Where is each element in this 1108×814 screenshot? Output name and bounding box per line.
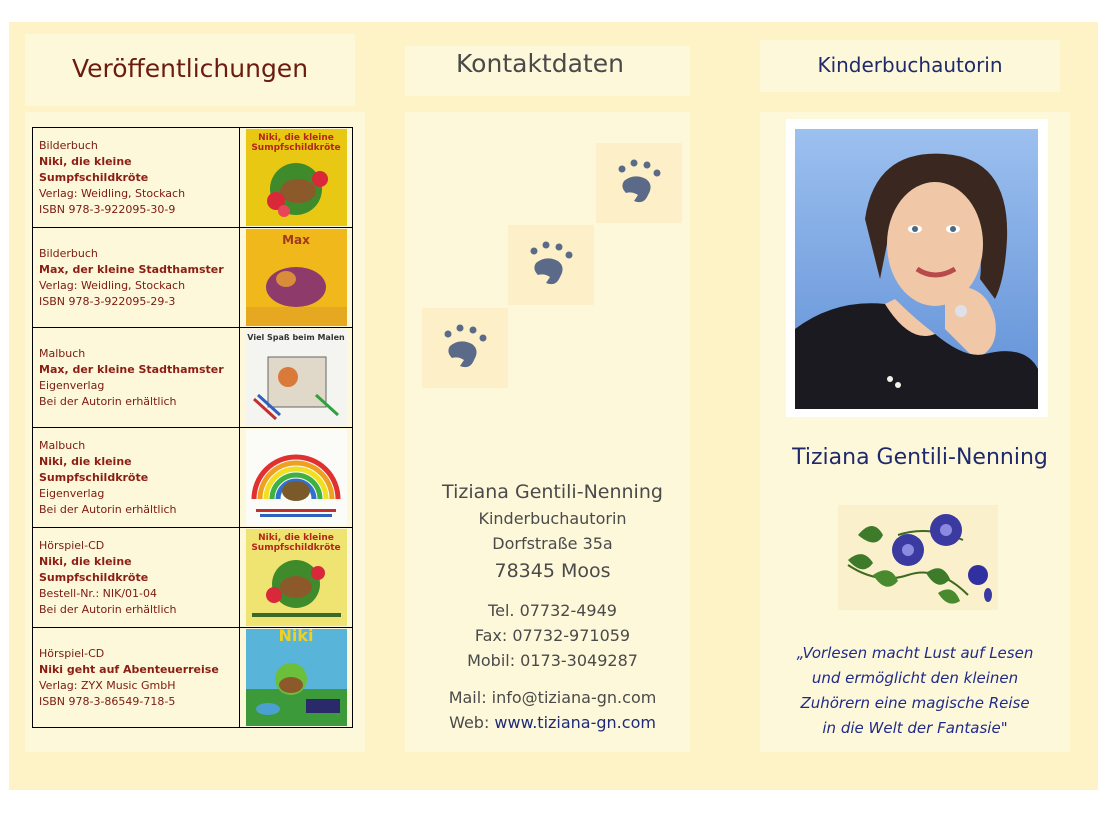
paw-print-icon (440, 324, 490, 374)
quote-line: und ermöglicht den kleinen (811, 669, 1019, 687)
website-link[interactable]: www.tiziana-gn.com (494, 713, 656, 732)
paw-print-icon (614, 159, 664, 209)
author-name: Tiziana Gentili-Nenning (792, 445, 1048, 470)
publication-title: Max, der kleine Stadthamster (39, 362, 224, 376)
publication-publisher: Verlag: ZYX Music GmbH (39, 678, 176, 692)
quote-line: in die Welt der Fantasie" (822, 719, 1008, 737)
cd-cover-image (246, 529, 347, 626)
morning-glory-flower (838, 505, 998, 610)
publication-publisher: Eigenverlag (39, 378, 105, 392)
publication-cover-cell (240, 628, 353, 728)
cover-caption: Niki, die kleine Sumpfschildkröte (251, 133, 341, 153)
publication-title: Niki, die kleine Sumpfschildkröte (39, 554, 149, 584)
contact-phone: Tel. 07732-4949 (488, 601, 617, 620)
publication-info (33, 328, 240, 428)
publication-title: Niki, die kleine Sumpfschildkröte (39, 454, 149, 484)
contact-heading: Kontaktdaten (456, 49, 624, 78)
cover-caption: Niki (278, 629, 314, 645)
author-role-heading: Kinderbuchautorin (817, 53, 1003, 77)
publication-type: Bilderbuch (39, 246, 98, 260)
book-cover-image (246, 229, 347, 326)
publication-type: Malbuch (39, 438, 86, 452)
publication-cover-cell (240, 428, 353, 528)
publication-isbn: ISBN 978-3-922095-30-9 (39, 202, 176, 216)
publication-order-number: Bestell-Nr.: NIK/01-04 (39, 586, 158, 600)
table-row (33, 628, 353, 728)
publication-cover-cell (240, 128, 353, 228)
publication-title: Niki geht auf Abenteuerreise (39, 662, 219, 676)
publication-info (33, 428, 240, 528)
portrait-frame (786, 119, 1048, 417)
contact-street: Dorfstraße 35a (492, 534, 613, 553)
publication-isbn: Bei der Autorin erhältlich (39, 394, 177, 408)
publication-publisher: Eigenverlag (39, 486, 105, 500)
contact-mobile: Mobil: 0173-3049287 (467, 651, 638, 670)
book-cover-image (246, 429, 347, 526)
turtle-illustration (246, 529, 347, 626)
publication-info (33, 628, 240, 728)
paw-print-icon (526, 241, 576, 291)
paw-print-tile (508, 225, 594, 305)
website-label: Web: (449, 713, 495, 732)
publication-cover-cell (240, 328, 353, 428)
publication-availability: Bei der Autorin erhältlich (39, 602, 177, 616)
paw-print-tile (422, 308, 508, 388)
contact-city: 78345 Moos (494, 560, 611, 582)
publication-cover-cell (240, 528, 353, 628)
contact-fax: Fax: 07732-971059 (474, 626, 631, 645)
publication-isbn: ISBN 978-3-86549-718-5 (39, 694, 176, 708)
table-row (33, 228, 353, 328)
contact-website (420, 710, 685, 735)
table-row (33, 428, 353, 528)
quote (765, 641, 1065, 741)
cover-caption: Niki, die kleine Sumpfschildkröte (251, 533, 341, 553)
book-cover-image (246, 329, 347, 426)
contact-email[interactable]: Mail: info@tiziana-gn.com (448, 688, 657, 707)
cover-caption: Max (282, 233, 310, 247)
publication-info (33, 128, 240, 228)
hamster-illustration (246, 229, 347, 326)
rainbow-illustration (246, 429, 347, 526)
cd-cover-image (246, 629, 347, 726)
publications-table (32, 127, 353, 728)
table-row (33, 128, 353, 228)
adventure-illustration (246, 629, 347, 726)
flower-tile (838, 505, 998, 610)
publication-type: Hörspiel-CD (39, 646, 105, 660)
quote-line: „Vorlesen macht Lust auf Lesen (796, 644, 1034, 662)
contact-details (420, 478, 685, 735)
publication-info (33, 528, 240, 628)
publication-title: Niki, die kleine Sumpfschildkröte (39, 154, 149, 184)
paw-print-tile (596, 143, 682, 223)
book-cover-image (246, 129, 347, 226)
table-row (33, 328, 353, 428)
publication-title: Max, der kleine Stadthamster (39, 262, 224, 276)
publication-info (33, 228, 240, 328)
publication-type: Hörspiel-CD (39, 538, 105, 552)
publication-isbn: Bei der Autorin erhältlich (39, 502, 177, 516)
cover-caption: Viel Spaß beim Malen (247, 333, 345, 342)
quote-line: Zuhörern eine magische Reise (800, 694, 1030, 712)
publications-heading: Veröffentlichungen (71, 54, 309, 83)
author-portrait-photo (795, 129, 1038, 409)
table-row (33, 528, 353, 628)
turtle-illustration (246, 129, 347, 226)
publication-publisher: Verlag: Weidling, Stockach (39, 278, 186, 292)
contact-name: Tiziana Gentili-Nenning (442, 481, 663, 503)
portrait-illustration (795, 129, 1038, 409)
publication-cover-cell (240, 228, 353, 328)
publication-publisher: Verlag: Weidling, Stockach (39, 186, 186, 200)
publication-type: Bilderbuch (39, 138, 98, 152)
coloring-illustration (246, 329, 347, 426)
publication-type: Malbuch (39, 346, 86, 360)
publication-isbn: ISBN 978-3-922095-29-3 (39, 294, 176, 308)
contact-role: Kinderbuchautorin (478, 509, 627, 528)
